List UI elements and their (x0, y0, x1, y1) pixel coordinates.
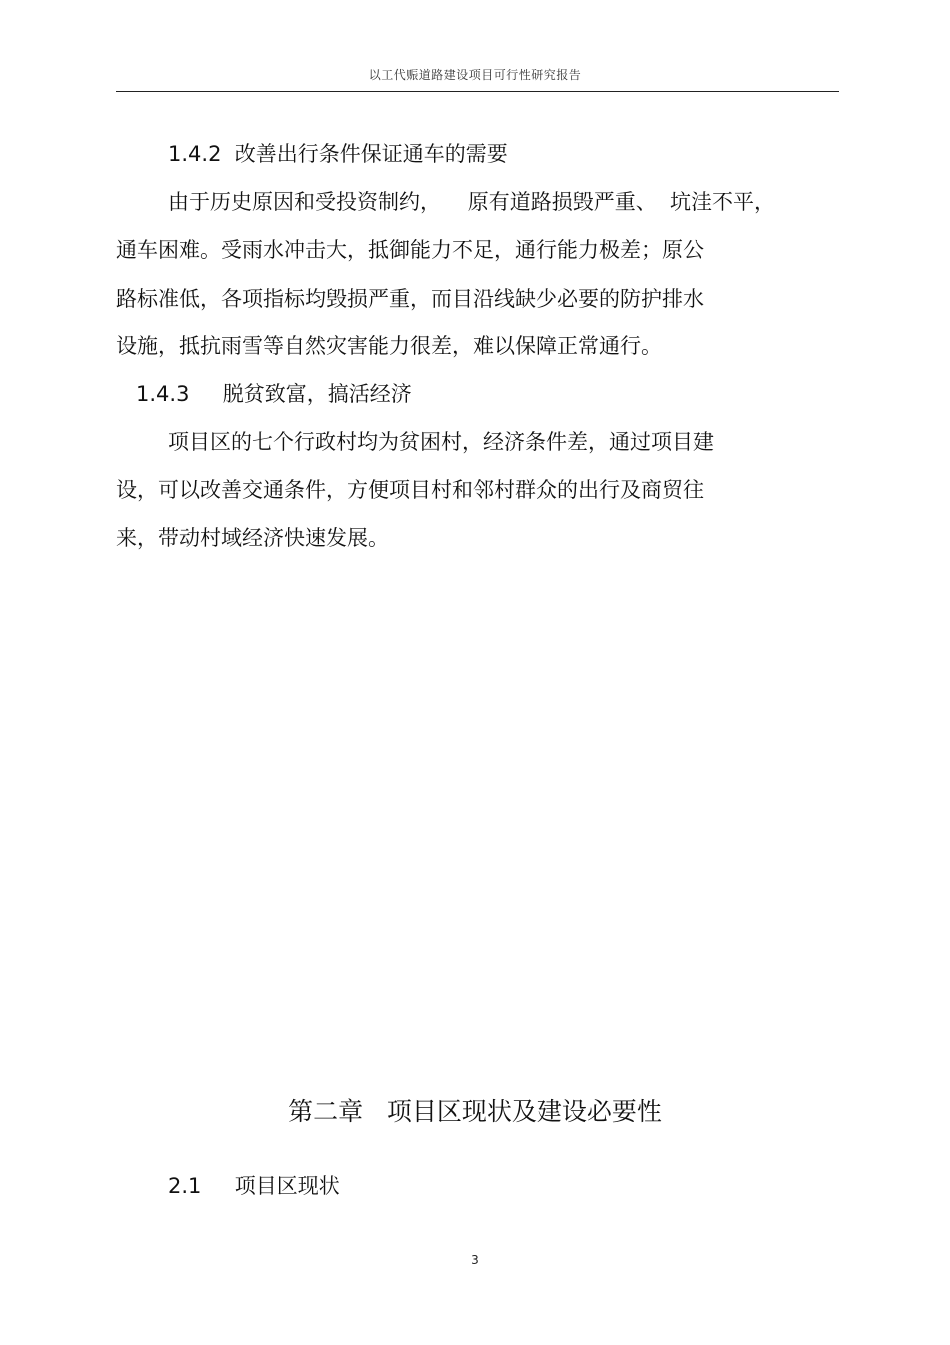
paragraph-line: 来，带动村域经济快速发展。 (116, 526, 389, 550)
paragraph-line: 通车困难。受雨水冲击大，抵御能力不足，通行能力极差；原公 (116, 238, 704, 262)
paragraph-line: 项目区的七个行政村均为贫困村，经济条件差，通过项目建 (168, 430, 714, 454)
paragraph-line: 路标准低，各项指标均毁损严重，而目沿线缺少必要的防护排水 (116, 287, 704, 311)
paragraph-line: 设，可以改善交通条件，方便项目村和邻村群众的出行及商贸往 (116, 478, 704, 502)
chapter-title: 第二章 项目区现状及建设必要性 (288, 1097, 662, 1126)
running-header: 以工代赈道路建设项目可行性研究报告 (368, 68, 582, 82)
section-heading-1-4-3: 1.4.3 脱贫致富，搞活经济 (136, 382, 412, 406)
page-number: 3 (471, 1253, 479, 1267)
paragraph-line: 设施，抵抗雨雪等自然灾害能力很差，难以保障正常通行。 (116, 334, 662, 358)
header-divider (116, 91, 839, 92)
section-heading-1-4-2: 1.4.2 改善出行条件保证通车的需要 (168, 142, 508, 166)
paragraph-line: 由于历史原因和受投资制约， 原有道路损毁严重、 坑洼不平， (168, 190, 776, 214)
section-heading-2-1: 2.1 项目区现状 (168, 1174, 340, 1198)
